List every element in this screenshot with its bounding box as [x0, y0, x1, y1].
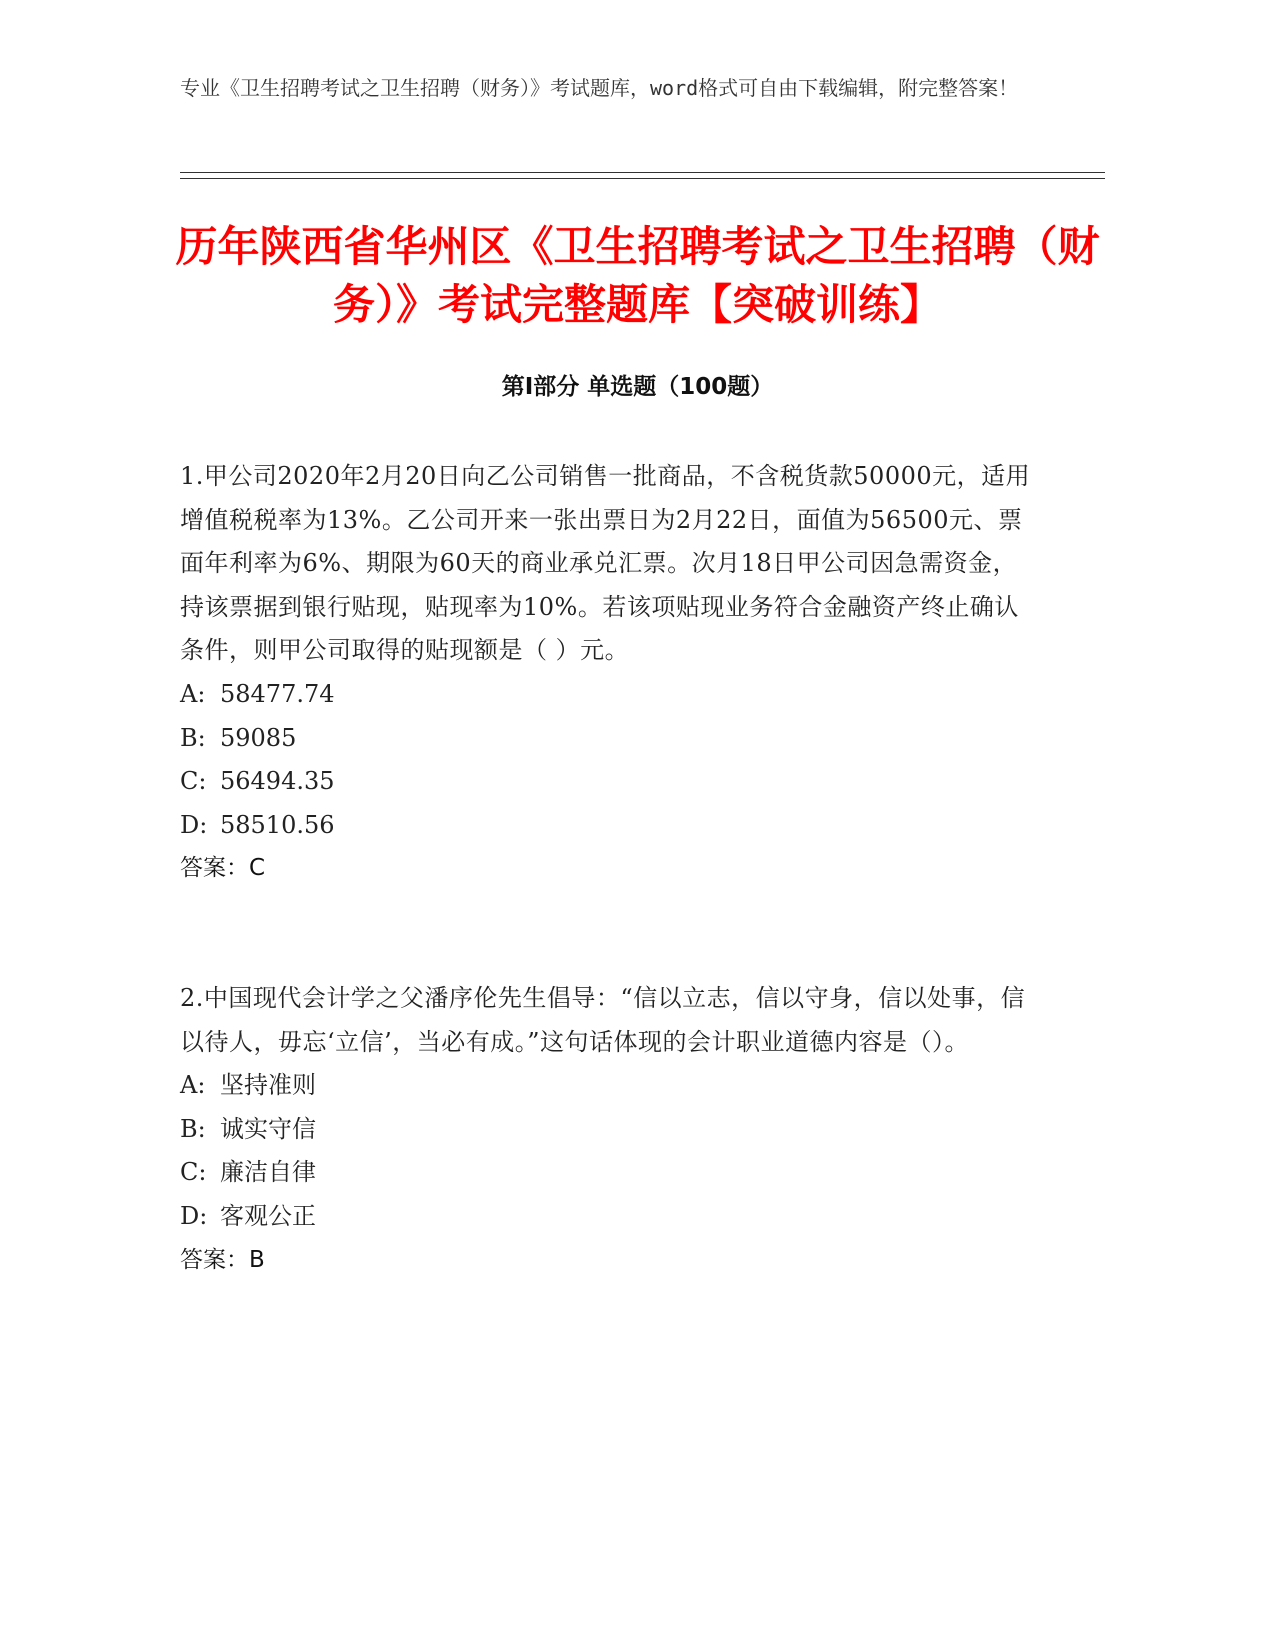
answer-value: B: [249, 1246, 265, 1273]
page-title: 历年陕西省华州区《卫生招聘考试之卫生招聘（财务）》考试完整题库【突破训练】: [175, 222, 1100, 329]
option-key: C:: [180, 1158, 207, 1187]
answer-line: [180, 1239, 1040, 1283]
option-text: 59085: [220, 723, 297, 752]
answer-label: 答案：: [180, 855, 249, 882]
option-b: [180, 717, 1040, 761]
option-b: [180, 1108, 1040, 1152]
answer-value: C: [249, 855, 266, 882]
question-stem: 2.中国现代会计学之父潘序伦先生倡导：“信以立志，信以守身，信以处事，信以待人，毋忘‘立信’，当必有成。”这句话体现的会计职业道德内容是（）。: [180, 984, 1026, 1056]
option-a: [180, 673, 1040, 717]
option-d: [180, 1195, 1040, 1239]
question-1: [180, 455, 1040, 891]
option-key: B:: [180, 1114, 206, 1143]
option-text: 58477.74: [220, 679, 335, 708]
option-c: [180, 760, 1040, 804]
option-d: [180, 804, 1040, 848]
option-key: C:: [180, 767, 207, 796]
option-c: [180, 1151, 1040, 1195]
option-key: D:: [180, 810, 208, 839]
option-a: [180, 1064, 1040, 1108]
section-title: 第I部分 单选题（100题）: [501, 374, 774, 400]
header-divider-top: [180, 172, 1105, 173]
option-text: 58510.56: [220, 810, 335, 839]
option-text: 诚实守信: [220, 1114, 316, 1143]
option-key: A:: [180, 679, 206, 708]
option-text: 56494.35: [220, 767, 335, 796]
header-note: 专业《卫生招聘考试之卫生招聘（财务）》考试题库，word格式可自由下载编辑，附完整答案！: [180, 76, 1019, 100]
answer-label: 答案：: [180, 1246, 249, 1273]
option-key: B:: [180, 723, 206, 752]
option-text: 廉洁自律: [220, 1158, 316, 1187]
option-text: 坚持准则: [220, 1071, 316, 1100]
question-2: [180, 977, 1040, 1282]
header-divider-bottom: [180, 178, 1105, 179]
answer-line: [180, 847, 1040, 891]
option-text: 客观公正: [220, 1201, 316, 1230]
option-key: D:: [180, 1201, 208, 1230]
option-key: A:: [180, 1071, 206, 1100]
question-stem: 1.甲公司2020年2月20日向乙公司销售一批商品，不含税货款50000元，适用增值税税率为13%。乙公司开来一张出票日为2月22日，面值为56500元、票面年利率为6%、期限为60天的商业承兑汇票。次月18日甲公司因急需资金，持该票据到银行贴现，贴现率为10%。若该项贴现业务符合金融资产终止确认条件，则甲公司取得的贴现额是（ ）元。: [180, 462, 1031, 665]
